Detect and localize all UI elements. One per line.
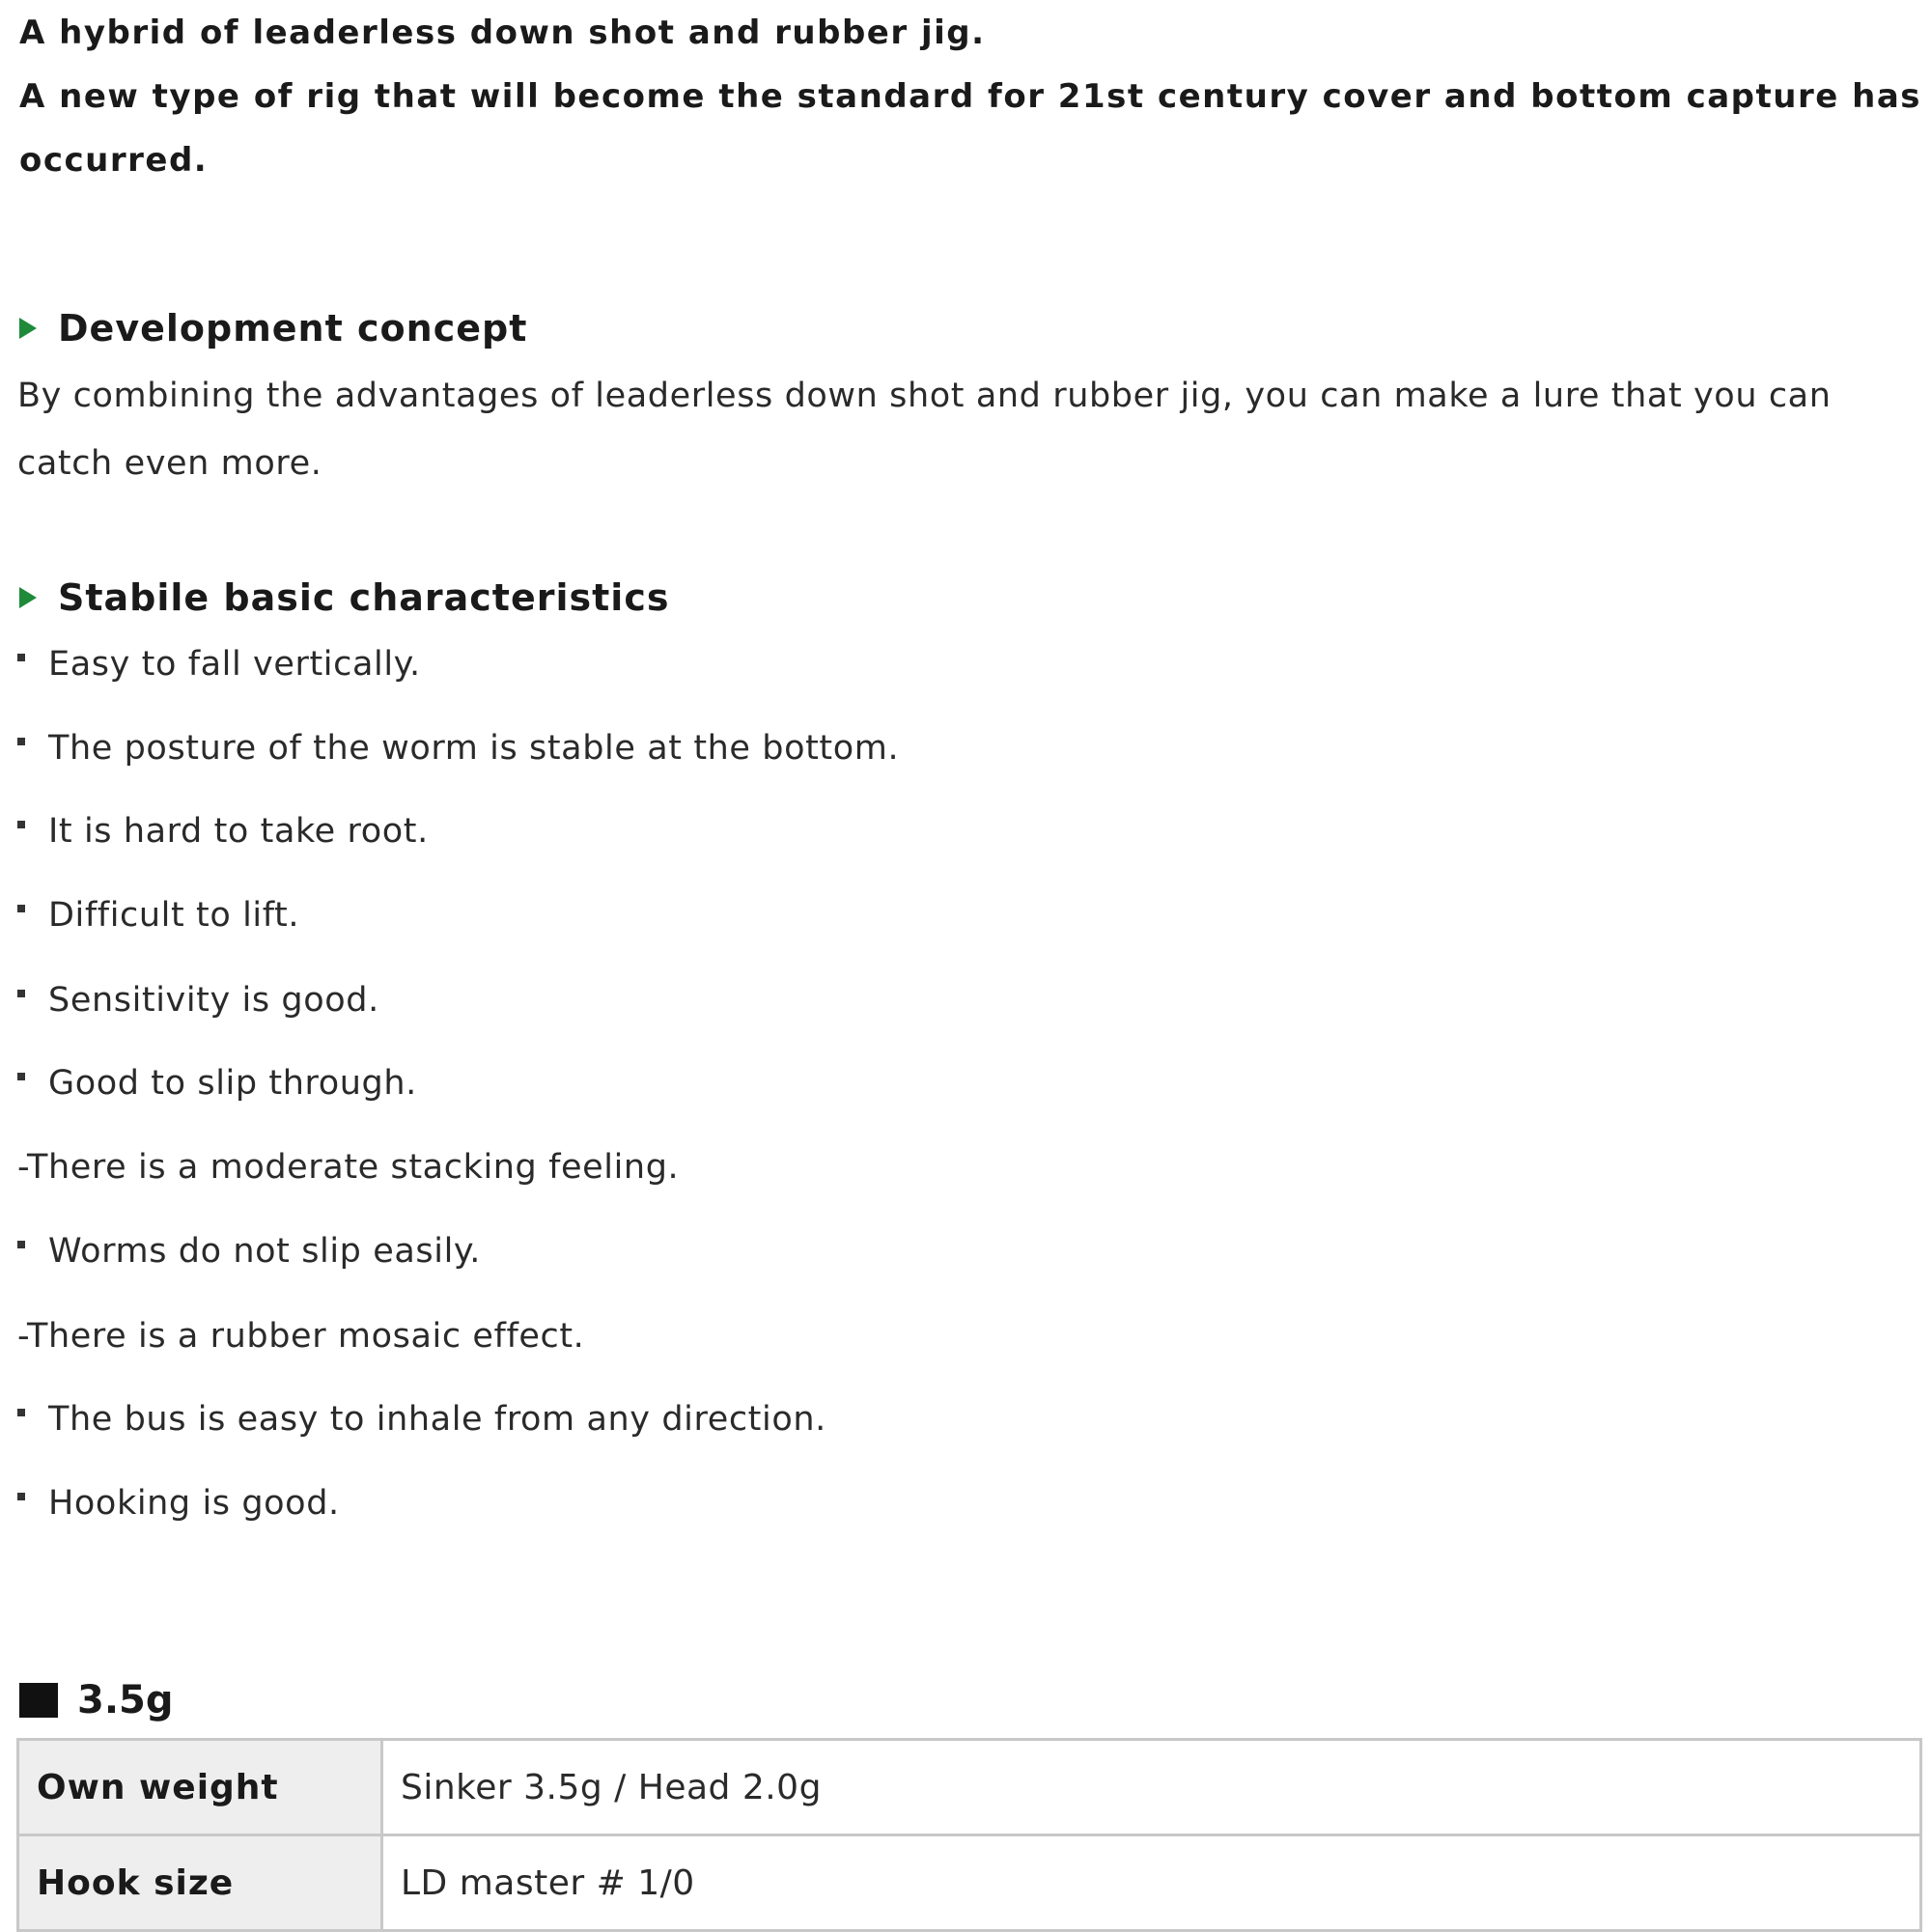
development-concept-title: Development concept [58, 307, 528, 350]
spec-table [16, 1738, 1922, 1932]
weight-section-title: 3.5g [77, 1678, 174, 1722]
list-item: Worms do not slip easily. [17, 1232, 481, 1271]
table-row [18, 1740, 1921, 1835]
development-text-line-2: catch even more. [17, 444, 322, 483]
bullet-dot-icon [17, 990, 25, 997]
list-item: Sensitivity is good. [17, 981, 379, 1020]
characteristics-heading [19, 576, 669, 619]
bullet-dot-icon [17, 654, 25, 661]
bullet-dot-icon [17, 738, 25, 745]
characteristics-title: Stabile basic characteristics [58, 576, 670, 619]
list-item: Difficult to lift. [17, 896, 299, 935]
weight-section-heading [19, 1678, 174, 1722]
bullet-dot-icon [17, 1073, 25, 1080]
list-item: Easy to fall vertically. [17, 645, 421, 684]
list-item: Good to slip through. [17, 1064, 417, 1103]
intro-line-2: A new type of rig that will become the standard for 21st century cover and bottom capture has [19, 77, 1922, 116]
list-item: The posture of the worm is stable at the bottom. [17, 729, 899, 768]
intro-line-1: A hybrid of leaderless down shot and rubber jig. [19, 14, 986, 52]
list-item: It is hard to take root. [17, 812, 429, 851]
development-text-line-1: By combining the advantages of leaderless down shot and rubber jig, you can make a lure that you can [17, 377, 1832, 415]
triangle-bullet-icon [19, 587, 37, 608]
development-concept-heading [19, 307, 527, 350]
bullet-dot-icon [17, 821, 25, 828]
list-item: Hooking is good. [17, 1484, 340, 1523]
spec-label-hook-size: Hook size [18, 1835, 382, 1931]
spec-value-hook-size: LD master # 1/0 [382, 1835, 1921, 1931]
table-row [18, 1835, 1921, 1931]
intro-line-3: occurred. [19, 141, 209, 180]
black-square-icon [19, 1683, 58, 1718]
bullet-dot-icon [17, 1409, 25, 1416]
spec-value-own-weight: Sinker 3.5g / Head 2.0g [382, 1740, 1921, 1835]
triangle-bullet-icon [19, 318, 37, 339]
list-item: -There is a rubber mosaic effect. [17, 1317, 585, 1356]
bullet-dot-icon [17, 1493, 25, 1500]
spec-label-own-weight: Own weight [18, 1740, 382, 1835]
list-item: The bus is easy to inhale from any direction. [17, 1400, 826, 1439]
list-item: -There is a moderate stacking feeling. [17, 1148, 680, 1187]
bullet-dot-icon [17, 905, 25, 912]
bullet-dot-icon [17, 1241, 25, 1248]
